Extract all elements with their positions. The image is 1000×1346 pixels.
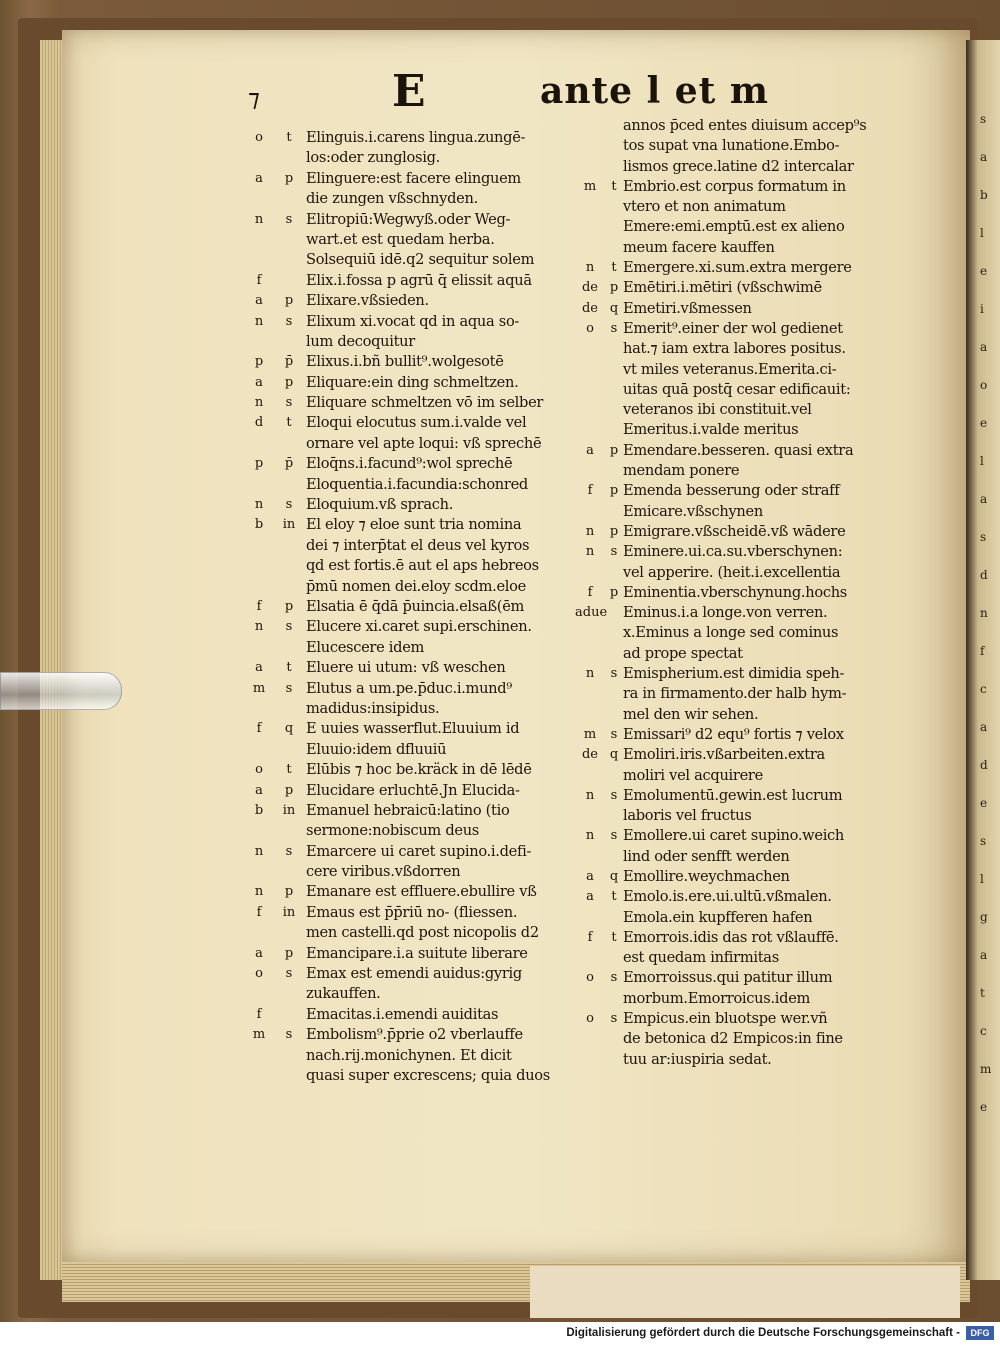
entry-text: Empicus.ein bluotspe wer.vñ bbox=[623, 1010, 828, 1028]
margin-mark-primary: b bbox=[254, 802, 264, 818]
margin-mark-secondary: s bbox=[610, 320, 618, 336]
header-initial: E bbox=[392, 66, 426, 117]
margin-mark-secondary: s bbox=[285, 395, 293, 411]
text-line bbox=[575, 867, 895, 887]
margin-mark-secondary: p bbox=[609, 483, 619, 499]
margin-mark-secondary: s bbox=[610, 787, 618, 803]
text-line bbox=[250, 699, 580, 719]
margin-mark-primary: f bbox=[256, 598, 262, 614]
next-page-margin-letters: s a b l e i a o e l a s d n f c a d e s l g a t c m e bbox=[980, 112, 992, 1114]
left-text-column bbox=[250, 128, 580, 1086]
text-line bbox=[575, 644, 895, 664]
entry-text: men castelli.qd post nicopolis d2 bbox=[306, 924, 539, 942]
text-line bbox=[575, 826, 895, 846]
entry-text: mel den wir sehen. bbox=[623, 705, 759, 723]
margin-mark-primary: b bbox=[254, 517, 264, 533]
entry-text: de betonica d2 Empicos:in fine bbox=[623, 1030, 843, 1048]
entry-text: Elucere xi.caret supi.erschinen. bbox=[306, 618, 532, 636]
margin-mark-secondary: p bbox=[284, 170, 294, 186]
margin-mark-primary: m bbox=[583, 726, 597, 742]
margin-mark-primary: m bbox=[252, 680, 266, 696]
text-line bbox=[250, 454, 580, 474]
margin-mark-primary: a bbox=[255, 293, 263, 309]
margin-mark-secondary: p̄ bbox=[284, 354, 294, 370]
margin-mark-primary: n bbox=[585, 666, 595, 682]
text-line bbox=[575, 177, 895, 197]
margin-mark-secondary: q bbox=[609, 300, 619, 316]
text-line bbox=[575, 948, 895, 968]
text-line bbox=[250, 638, 580, 658]
entry-text: moliri vel acquirere bbox=[623, 766, 763, 784]
entry-text: Elix.i.fossa p agrū q̄ elissit aquā bbox=[306, 271, 532, 289]
margin-mark-secondary: q bbox=[284, 721, 294, 737]
text-line bbox=[575, 1009, 895, 1029]
text-line bbox=[575, 563, 895, 583]
margin-mark-primary: f bbox=[587, 929, 593, 945]
text-line bbox=[575, 684, 895, 704]
entry-text: Emancipare.i.a suitute liberare bbox=[306, 944, 528, 962]
text-line bbox=[250, 903, 580, 923]
text-line bbox=[250, 332, 580, 352]
entry-text: Elitropiū:Wegwyß.oder Weg- bbox=[306, 210, 511, 228]
margin-mark-secondary: p bbox=[609, 442, 619, 458]
funding-credit: Digitalisierung gefördert durch die Deutsche Forschungsgemeinschaft - bbox=[566, 1327, 960, 1339]
margin-mark-primary: de bbox=[581, 280, 598, 296]
margin-mark-primary: m bbox=[583, 178, 597, 194]
next-page-edge bbox=[966, 40, 1000, 1280]
margin-mark-primary: n bbox=[254, 843, 264, 859]
margin-mark-primary: m bbox=[252, 1027, 266, 1043]
text-line bbox=[250, 1046, 580, 1066]
margin-mark-primary: adue bbox=[575, 605, 608, 621]
entry-text: Emolumentū.gewin.est lucrum bbox=[623, 786, 843, 804]
text-line bbox=[575, 339, 895, 359]
entry-text: Emendare.besseren. quasi extra bbox=[623, 441, 854, 459]
entry-text: wart.et est quedam herba. bbox=[306, 230, 495, 248]
entry-text: ra in firmamento.der halb hym- bbox=[623, 685, 847, 703]
entry-text: Elucescere idem bbox=[306, 638, 425, 656]
text-line bbox=[250, 475, 580, 495]
entry-text: dei ⁊ interp̄tat el deus vel kyros bbox=[306, 536, 530, 554]
margin-mark-secondary: t bbox=[286, 762, 292, 778]
margin-mark-primary: de bbox=[581, 300, 598, 316]
entry-text: Eluuio:idem dfluuiū bbox=[306, 740, 447, 758]
text-line bbox=[250, 1066, 580, 1086]
entry-text: Elinguis.i.carens lingua.zungē- bbox=[306, 129, 526, 146]
text-line bbox=[250, 923, 580, 943]
entry-text: p̄mū nomen dei.eloy scdm.eloe bbox=[306, 577, 526, 595]
margin-mark-secondary: t bbox=[611, 260, 617, 276]
text-line bbox=[575, 299, 895, 319]
margin-mark-secondary: t bbox=[611, 889, 617, 905]
entry-text: Elūbis ⁊ hoc be.kräck in dē lēdē bbox=[306, 761, 532, 779]
paper-patch bbox=[530, 1266, 960, 1318]
entry-text: lum decoquitur bbox=[306, 332, 415, 350]
margin-mark-primary: o bbox=[255, 130, 263, 145]
entry-text: Emoliri.iris.vßarbeiten.extra bbox=[623, 746, 825, 764]
margin-mark-secondary: q bbox=[609, 868, 619, 884]
margin-mark-secondary: t bbox=[286, 130, 292, 145]
margin-mark-primary: f bbox=[587, 483, 593, 499]
text-line bbox=[575, 968, 895, 988]
entry-text: madidus:insipidus. bbox=[306, 699, 440, 717]
margin-mark-primary: d bbox=[254, 415, 264, 431]
margin-mark-primary: f bbox=[587, 584, 593, 600]
entry-text: morbum.Emorroicus.idem bbox=[623, 989, 811, 1007]
margin-mark-secondary: s bbox=[610, 666, 618, 682]
entry-text: Elinguere:est facere elinguem bbox=[306, 169, 521, 187]
entry-text: Eminere.ui.ca.su.vberschynen: bbox=[623, 543, 843, 561]
text-line bbox=[250, 291, 580, 311]
entry-text: Elixare.vßsieden. bbox=[306, 292, 429, 310]
text-line bbox=[250, 740, 580, 760]
entry-text: Emispherium.est dimidia speh- bbox=[623, 665, 845, 683]
entry-text: Elixum xi.vocat qd in aqua so- bbox=[306, 312, 520, 330]
margin-mark-secondary: s bbox=[285, 313, 293, 329]
margin-mark-secondary: q bbox=[609, 747, 619, 763]
margin-mark-primary: a bbox=[586, 889, 594, 905]
margin-mark-secondary: p bbox=[284, 945, 294, 961]
entry-text: Emenda besserung oder straff bbox=[623, 482, 840, 500]
text-line bbox=[575, 705, 895, 725]
entry-text: nach.rij.monichynen. Et dicit bbox=[306, 1046, 512, 1064]
entry-text: Emissari⁹ d2 equ⁹ fortis ⁊ velox bbox=[623, 725, 844, 743]
entry-text: Emergere.xi.sum.extra mergere bbox=[623, 259, 852, 277]
margin-mark-primary: a bbox=[255, 170, 263, 186]
margin-mark-secondary: s bbox=[285, 619, 293, 635]
margin-mark-primary: o bbox=[586, 1011, 594, 1027]
text-line bbox=[575, 217, 895, 237]
text-line bbox=[250, 515, 580, 535]
entry-text: uitas quā postq̄ cesar edificauit: bbox=[623, 380, 851, 398]
margin-mark-secondary: s bbox=[285, 843, 293, 859]
margin-mark-primary: a bbox=[255, 374, 263, 390]
margin-mark-primary: n bbox=[254, 395, 264, 411]
margin-mark-secondary: p bbox=[284, 884, 294, 900]
margin-mark-primary: a bbox=[586, 442, 594, 458]
margin-mark-primary: o bbox=[255, 966, 263, 982]
text-line bbox=[250, 189, 580, 209]
margin-mark-secondary: in bbox=[282, 802, 296, 818]
text-line bbox=[575, 278, 895, 298]
margin-mark-primary: n bbox=[585, 544, 595, 560]
text-line bbox=[250, 128, 580, 148]
entry-text: Elutus a um.pe.p̄duc.i.mund⁹ bbox=[306, 679, 512, 697]
margin-mark-primary: f bbox=[256, 904, 262, 920]
margin-mark-primary: n bbox=[254, 313, 264, 329]
text-line bbox=[250, 821, 580, 841]
margin-mark-primary: p bbox=[254, 354, 264, 370]
entry-text: sermone:nobiscum deus bbox=[306, 822, 479, 840]
margin-mark-primary: f bbox=[256, 721, 262, 737]
margin-mark-secondary: p bbox=[609, 280, 619, 296]
margin-mark-secondary: t bbox=[286, 660, 292, 676]
margin-mark-secondary: t bbox=[611, 178, 617, 194]
glass-page-holder bbox=[0, 672, 122, 710]
margin-mark-primary: o bbox=[586, 970, 594, 986]
margin-mark-primary: de bbox=[581, 747, 598, 763]
entry-text: Emigrare.vßscheidē.vß wādere bbox=[623, 522, 846, 540]
text-line bbox=[575, 157, 895, 177]
text-line bbox=[250, 393, 580, 413]
margin-mark-primary: a bbox=[255, 782, 263, 798]
entry-text: Eloquentia.i.facundia:schonred bbox=[306, 475, 528, 493]
margin-mark-primary: a bbox=[586, 868, 594, 884]
margin-mark-primary: n bbox=[254, 619, 264, 635]
text-line bbox=[250, 495, 580, 515]
text-line bbox=[575, 786, 895, 806]
entry-text: Emolo.is.ere.ui.ultū.vßmalen. bbox=[623, 888, 832, 906]
entry-text: qd est fortis.ē aut el aps hebreos bbox=[306, 557, 539, 575]
running-header bbox=[0, 62, 1000, 122]
text-line bbox=[575, 238, 895, 258]
dfg-logo: DFG bbox=[966, 1326, 994, 1340]
text-line bbox=[250, 719, 580, 739]
entry-text: die zungen vßschnyden. bbox=[306, 190, 478, 208]
entry-text: laboris vel fructus bbox=[623, 807, 752, 825]
text-line bbox=[575, 928, 895, 948]
text-line bbox=[575, 197, 895, 217]
entry-text: Eloquium.vß sprach. bbox=[306, 496, 454, 514]
entry-text: annos p̄ced entes diuisum accep⁹s bbox=[623, 117, 867, 134]
margin-mark-primary: a bbox=[255, 945, 263, 961]
margin-mark-primary: n bbox=[254, 211, 264, 227]
margin-mark-primary: n bbox=[585, 523, 595, 539]
margin-mark-secondary: t bbox=[286, 415, 292, 431]
margin-mark-secondary: p bbox=[284, 374, 294, 390]
entry-text: Embolism⁹.p̄prie o2 vberlauffe bbox=[306, 1026, 523, 1044]
entry-text: Emollire.weychmachen bbox=[623, 867, 790, 885]
entry-text: veteranos ibi constituit.vel bbox=[623, 401, 812, 419]
text-line bbox=[575, 1029, 895, 1049]
text-line bbox=[250, 312, 580, 332]
text-line bbox=[250, 536, 580, 556]
entry-text: vtero et non animatum bbox=[623, 198, 786, 216]
margin-mark-primary: n bbox=[585, 787, 595, 803]
entry-text: Eliquare schmeltzen vō im selber bbox=[306, 394, 544, 412]
margin-mark-primary: f bbox=[256, 1006, 262, 1022]
text-line bbox=[250, 658, 580, 678]
entry-text: Emere:emi.emptū.est ex alieno bbox=[623, 218, 845, 236]
text-line bbox=[250, 760, 580, 780]
entry-text: Eloq̄ns.i.facund⁹:wol sprechē bbox=[306, 455, 513, 473]
entry-text: Emarcere ui caret supino.i.defi- bbox=[306, 842, 532, 860]
margin-mark-primary: p bbox=[254, 456, 264, 472]
margin-mark-secondary: p bbox=[284, 782, 294, 798]
margin-mark-secondary: s bbox=[285, 1027, 293, 1043]
text-line bbox=[250, 781, 580, 801]
text-line bbox=[250, 679, 580, 699]
text-line bbox=[250, 944, 580, 964]
text-line bbox=[575, 766, 895, 786]
text-line bbox=[250, 271, 580, 291]
entry-text: Eminentia.vberschynung.hochs bbox=[623, 583, 847, 601]
text-line bbox=[250, 1005, 580, 1025]
entry-text: tos supat vna lunatione.Embo- bbox=[623, 137, 840, 155]
margin-mark-secondary: t bbox=[611, 929, 617, 945]
text-line bbox=[575, 583, 895, 603]
entry-text: vel apperire. (heit.i.excellentia bbox=[623, 563, 841, 581]
margin-mark-primary: o bbox=[586, 320, 594, 336]
entry-text: Emicare.vßschynen bbox=[623, 502, 763, 520]
margin-mark-primary: n bbox=[585, 828, 595, 844]
margin-mark-primary: a bbox=[255, 660, 263, 676]
text-line bbox=[575, 420, 895, 440]
entry-text: Emanuel hebraicū:latino (tio bbox=[306, 801, 510, 819]
entry-text: Elixus.i.bñ bullit⁹.wolgesotē bbox=[306, 353, 504, 371]
margin-mark-secondary: s bbox=[610, 1011, 618, 1027]
entry-text: meum facere kauffen bbox=[623, 238, 775, 256]
text-line bbox=[250, 964, 580, 984]
text-line bbox=[250, 597, 580, 617]
entry-text: Emorrois.idis das rot vßlauffē. bbox=[623, 928, 839, 946]
text-line bbox=[575, 502, 895, 522]
text-line bbox=[575, 258, 895, 278]
margin-mark-secondary: in bbox=[282, 517, 296, 533]
margin-mark-secondary: s bbox=[610, 544, 618, 560]
margin-mark-secondary: in bbox=[282, 904, 296, 920]
text-line bbox=[575, 136, 895, 156]
margin-mark-secondary: p bbox=[284, 598, 294, 614]
entry-text: mendam ponere bbox=[623, 462, 740, 480]
text-line bbox=[250, 210, 580, 230]
entry-text: Eminus.i.a longe.von verren. bbox=[623, 604, 828, 622]
margin-mark-secondary: s bbox=[610, 970, 618, 986]
text-line bbox=[575, 400, 895, 420]
margin-mark-secondary: s bbox=[285, 497, 293, 513]
digitization-footer bbox=[0, 1322, 1000, 1346]
text-line bbox=[250, 617, 580, 637]
entry-text: Eloqui elocutus sum.i.valde vel bbox=[306, 414, 527, 432]
text-line bbox=[250, 434, 580, 454]
text-line bbox=[250, 413, 580, 433]
entry-text: x.Eminus a longe sed cominus bbox=[623, 624, 839, 642]
entry-text: vt miles veteranus.Emerita.ci- bbox=[623, 360, 837, 378]
text-line bbox=[575, 380, 895, 400]
entry-text: Emorroissus.qui patitur illum bbox=[623, 969, 833, 987]
entry-text: Emax est emendi auidus:gyrig bbox=[306, 965, 522, 983]
text-line bbox=[575, 664, 895, 684]
text-line bbox=[575, 806, 895, 826]
entry-text: Emētiri.i.mētiri (vßschwimē bbox=[623, 279, 822, 297]
text-line bbox=[575, 1050, 895, 1070]
entry-text: Eliquare:ein ding schmeltzen. bbox=[306, 373, 519, 391]
margin-mark-secondary: s bbox=[285, 680, 293, 696]
text-line bbox=[250, 842, 580, 862]
margin-mark-primary: n bbox=[254, 497, 264, 513]
right-text-column bbox=[575, 116, 895, 1070]
margin-mark-secondary: p bbox=[284, 293, 294, 309]
text-line bbox=[575, 441, 895, 461]
text-line bbox=[575, 725, 895, 745]
entry-text: Eluere ui utum: vß weschen bbox=[306, 659, 506, 677]
entry-text: Emeritus.i.valde meritus bbox=[623, 421, 799, 439]
text-line bbox=[250, 250, 580, 270]
text-line bbox=[575, 116, 895, 136]
margin-mark-primary: n bbox=[585, 260, 595, 276]
entry-text: Emaus est p̄p̄riū no- (fliessen. bbox=[306, 903, 518, 921]
text-line bbox=[250, 230, 580, 250]
text-line bbox=[575, 908, 895, 928]
entry-text: ad prope spectat bbox=[623, 644, 743, 662]
text-line bbox=[250, 148, 580, 168]
entry-text: Elucidare erluchtē.Jn Elucida- bbox=[306, 781, 520, 799]
entry-text: E uuies wasserflut.Eluuium id bbox=[306, 720, 520, 738]
text-line bbox=[575, 745, 895, 765]
entry-text: hat.⁊ iam extra labores positus. bbox=[623, 340, 846, 358]
entry-text: Emollere.ui caret supino.weich bbox=[623, 827, 845, 845]
margin-mark-secondary: s bbox=[285, 211, 293, 227]
text-line bbox=[575, 603, 895, 623]
text-line bbox=[250, 984, 580, 1004]
text-line bbox=[575, 461, 895, 481]
text-line bbox=[250, 169, 580, 189]
entry-text: est quedam infirmitas bbox=[623, 949, 779, 967]
margin-mark-secondary: s bbox=[610, 726, 618, 742]
text-line bbox=[575, 989, 895, 1009]
text-line bbox=[575, 481, 895, 501]
entry-text: Emacitas.i.emendi auiditas bbox=[306, 1005, 499, 1023]
text-line bbox=[250, 556, 580, 576]
text-line bbox=[575, 319, 895, 339]
entry-text: Embrio.est corpus formatum in bbox=[623, 177, 846, 195]
margin-mark-secondary: p bbox=[609, 523, 619, 539]
text-line bbox=[575, 522, 895, 542]
text-line bbox=[575, 847, 895, 867]
margin-mark-secondary: p bbox=[609, 584, 619, 600]
entry-text: Emerit⁹.einer der wol gedienet bbox=[623, 319, 843, 337]
margin-mark-primary: f bbox=[256, 272, 262, 288]
entry-text: lind oder senfft werden bbox=[623, 847, 790, 865]
entry-text: El eloy ⁊ eloe sunt tria nomina bbox=[306, 516, 522, 534]
entry-text: Solsequiū idē.q2 sequitur solem bbox=[306, 251, 535, 269]
header-title: ante l et m bbox=[540, 70, 769, 112]
header-mark: ⁊ bbox=[248, 84, 260, 112]
text-line bbox=[575, 542, 895, 562]
margin-mark-primary: o bbox=[255, 762, 263, 778]
entry-text: Elsatia ē q̄dā p̄uincia.elsaß(ēm bbox=[306, 597, 525, 615]
entry-text: lismos grece.latine d2 intercalar bbox=[623, 157, 854, 175]
text-line bbox=[250, 862, 580, 882]
entry-text: Emetiri.vßmessen bbox=[623, 299, 752, 317]
entry-text: los:oder zunglosig. bbox=[306, 149, 440, 167]
text-line bbox=[250, 352, 580, 372]
text-line bbox=[575, 887, 895, 907]
text-line bbox=[250, 1025, 580, 1045]
text-line bbox=[250, 882, 580, 902]
entry-text: quasi super excrescens; quia duos bbox=[306, 1066, 550, 1084]
entry-text: ornare vel apte loqui: vß sprechē bbox=[306, 434, 542, 452]
margin-mark-secondary: p̄ bbox=[284, 456, 294, 472]
entry-text: zukauffen. bbox=[306, 985, 381, 1003]
entry-text: tuu ar:iuspiria sedat. bbox=[623, 1050, 772, 1068]
text-line bbox=[250, 801, 580, 821]
text-line bbox=[575, 360, 895, 380]
text-line bbox=[250, 577, 580, 597]
entry-text: Emanare est effluere.ebullire vß bbox=[306, 883, 537, 901]
margin-mark-secondary: s bbox=[610, 828, 618, 844]
entry-text: Emola.ein kupfferen hafen bbox=[623, 908, 813, 926]
entry-text: cere viribus.vßdorren bbox=[306, 863, 461, 881]
text-line bbox=[250, 373, 580, 393]
margin-mark-secondary: s bbox=[285, 966, 293, 982]
margin-mark-primary: n bbox=[254, 884, 264, 900]
text-line bbox=[575, 623, 895, 643]
